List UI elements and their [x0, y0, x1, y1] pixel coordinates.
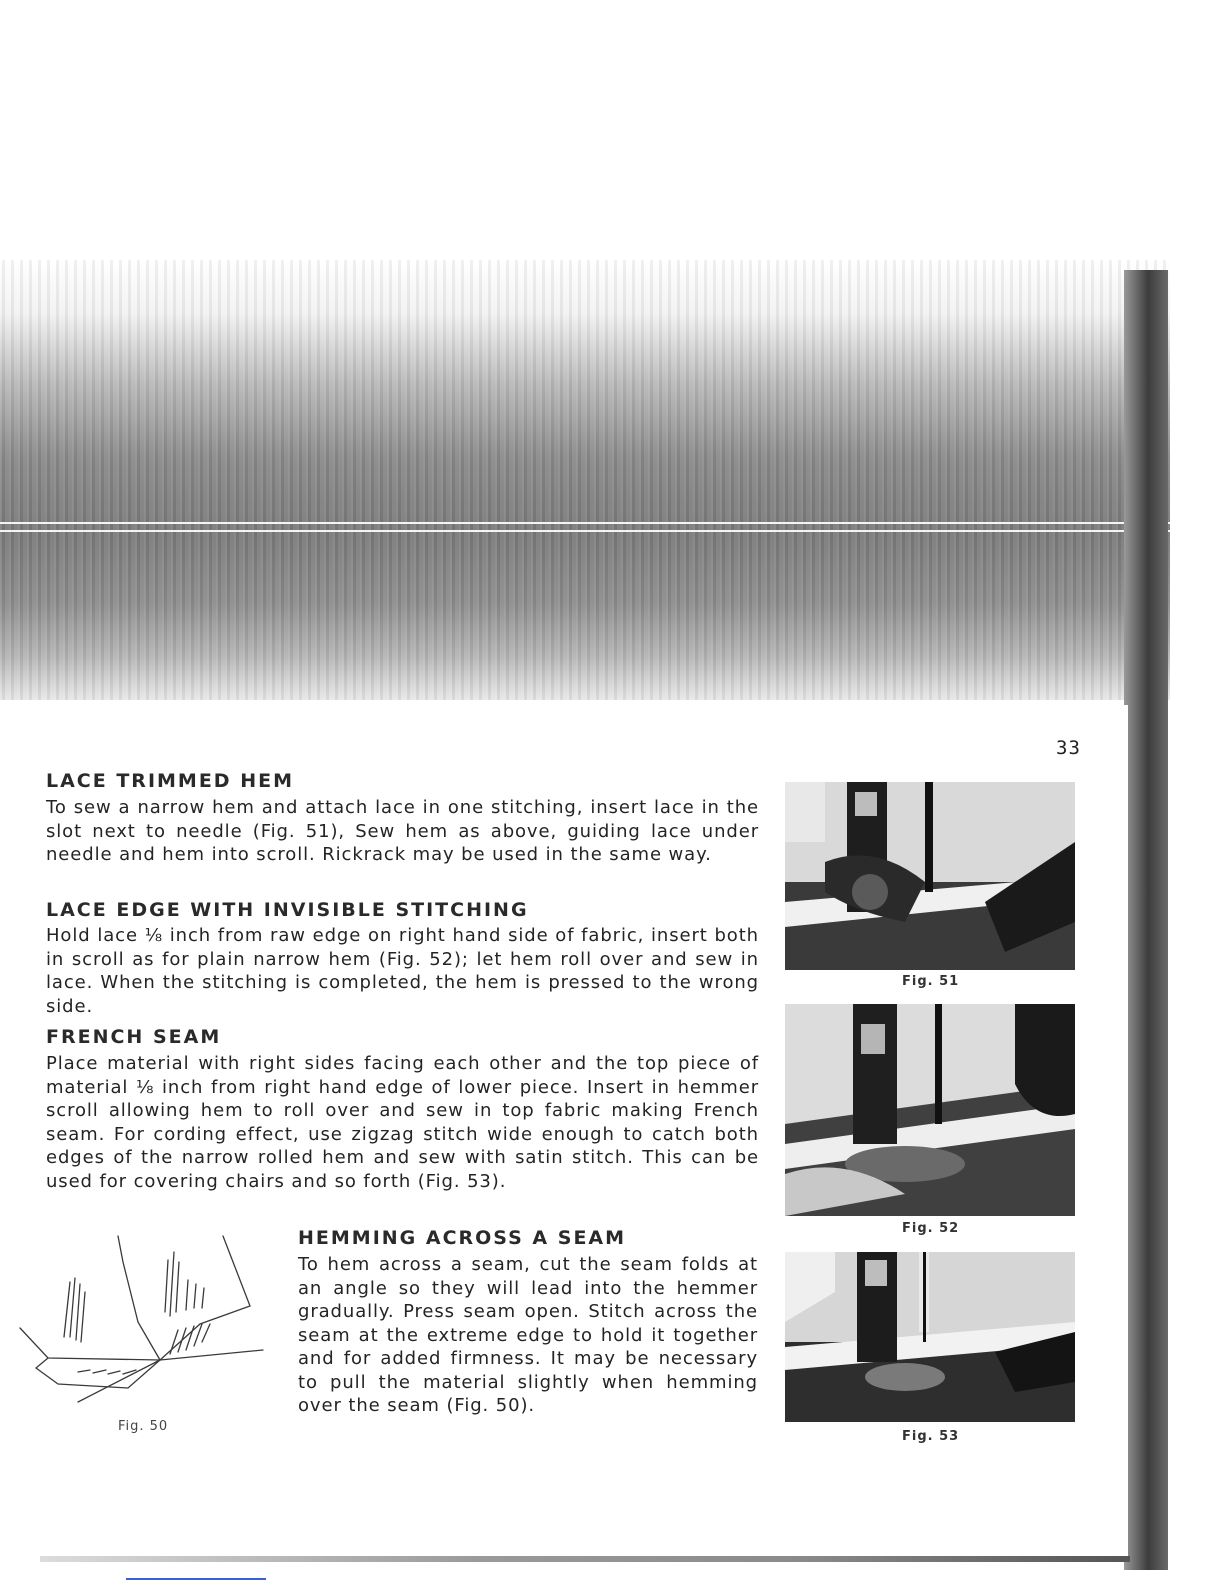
heading-lace-edge-invisible: LACE EDGE WITH INVISIBLE STITCHING [46, 899, 529, 921]
figure-caption-50: Fig. 50 [118, 1419, 169, 1434]
figure-caption-52: Fig. 52 [902, 1221, 960, 1236]
page-number: 33 [1056, 737, 1081, 759]
heading-lace-trimmed-hem: LACE TRIMMED HEM [46, 770, 294, 792]
paragraph-lace-trimmed-hem: To sew a narrow hem and attach lace in one stitching, insert lace in the slot next to needle (Fig. 51), Sew hem as above, guiding lace under needle and hem into scroll. Rickrack may be used in the same way. [46, 797, 759, 865]
figure-caption-51: Fig. 51 [902, 974, 960, 989]
paragraph-lace-edge-invisible: Hold lace ⅛ inch from raw edge on right hand side of fabric, insert both in scroll as for plain narrow hem (Fig. 52); let hem roll over and sew in lace. When the stitching is completed, the hem is pressed to the wrong side. [46, 925, 759, 1017]
presser-foot-hem-photo-icon [785, 1004, 1075, 1216]
paragraph-french-seam: Place material with right sides facing each other and the top piece of material ⅛ inch from right hand edge of lower piece. Insert in hemmer scroll allowing hem to roll over and sew in top fabric making French seam. For cording effect, use zigzag stitch wide enough to catch both edges of the narrow rolled hem and sew with satin stitch. This can be used for covering chairs and so forth (Fig. 53). [46, 1053, 759, 1192]
seam-fold-diagram-icon [18, 1232, 268, 1412]
scan-artifact-band [0, 260, 1170, 700]
scan-blue-line [126, 1578, 266, 1580]
heading-french-seam: FRENCH SEAM [46, 1026, 222, 1048]
scan-page-edge [1124, 270, 1168, 1570]
presser-foot-lace-photo-icon [785, 782, 1075, 970]
figure-caption-53: Fig. 53 [902, 1429, 960, 1444]
scan-bottom-edge [40, 1556, 1130, 1562]
paragraph-hemming-across-seam: To hem across a seam, cut the seam folds at an angle so they will lead into the hemmer gradually. Press seam open. Stitch across the seam at the extreme edge to hold it together and for added firmness. It may be necessary to pull the material slightly when hemming over the seam (Fig. 50). [298, 1254, 758, 1416]
heading-hemming-across-seam: HEMMING ACROSS A SEAM [298, 1227, 627, 1249]
presser-foot-satin-photo-icon [785, 1252, 1075, 1422]
